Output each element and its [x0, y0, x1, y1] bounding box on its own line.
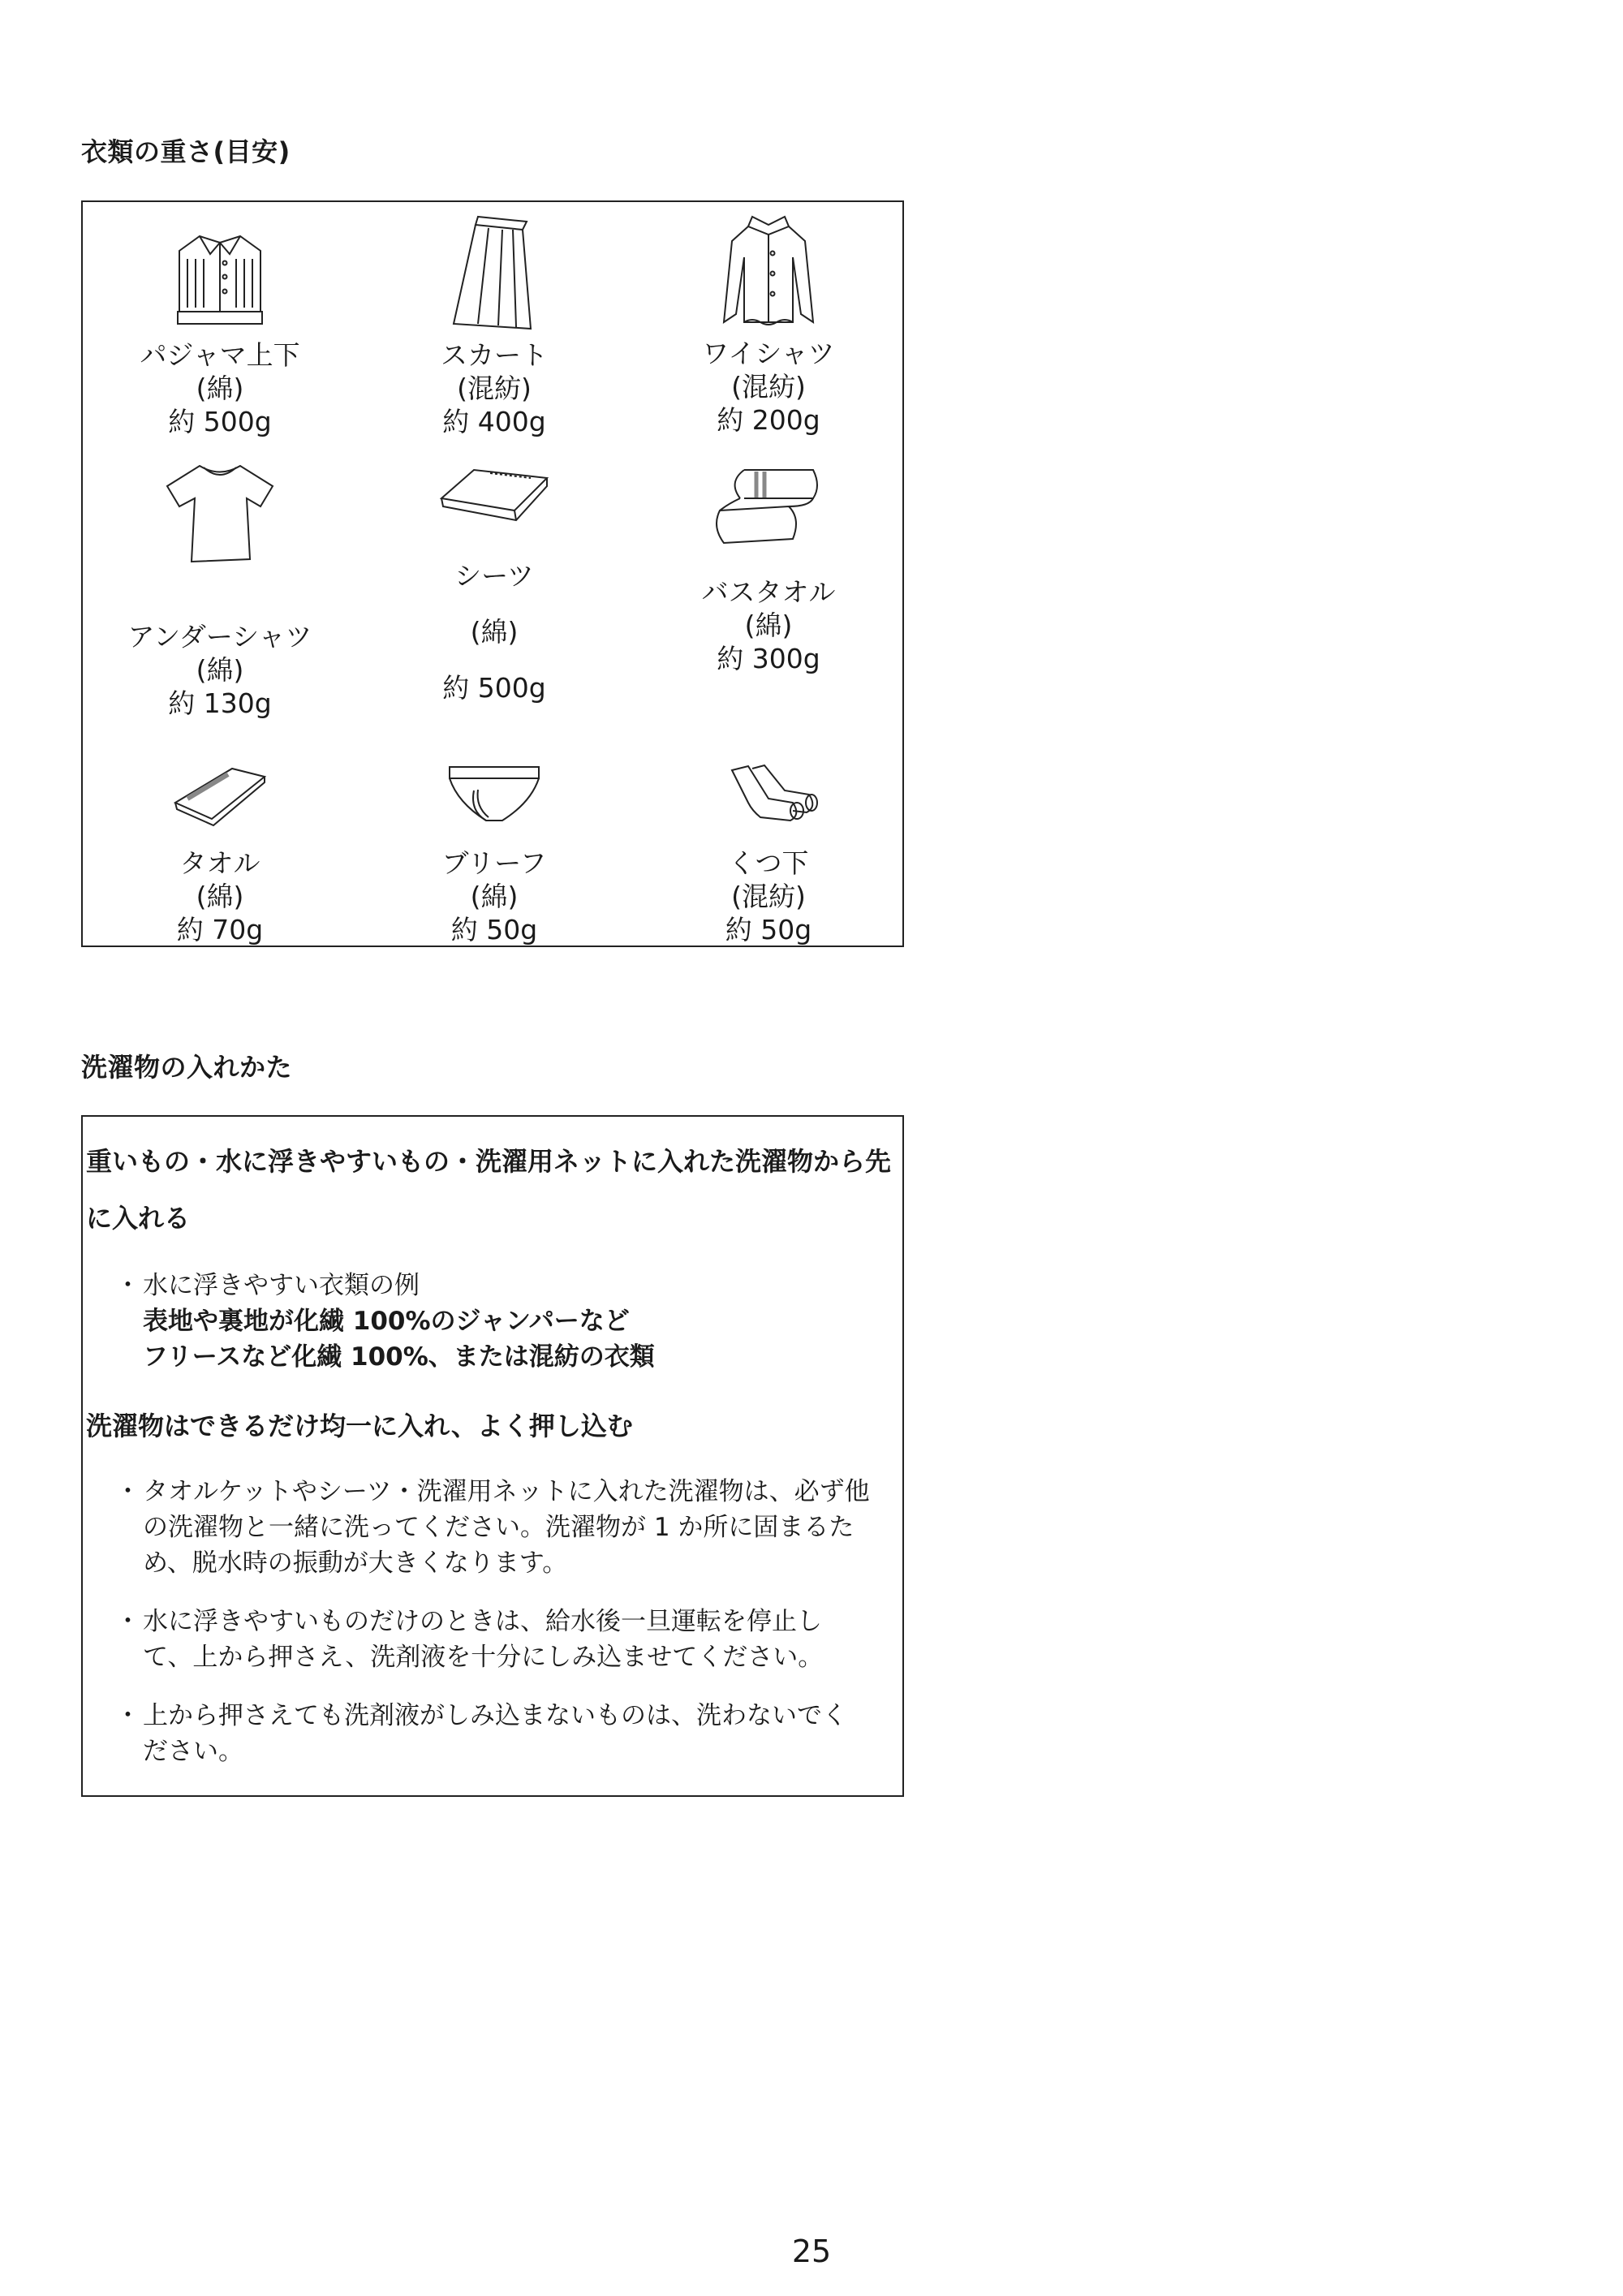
note-do-not-wash [115, 1698, 894, 1769]
garment-weight: 約 200g [717, 404, 820, 436]
towel-icon [167, 762, 273, 827]
sheet-icon [433, 462, 555, 535]
garment-cell-dress-shirt [631, 209, 906, 437]
undershirt-icon [159, 458, 281, 571]
garment-cell-towel [83, 762, 357, 946]
garment-material: (綿) [470, 881, 519, 912]
note-wash-with-others [115, 1474, 894, 1581]
bath-towel-icon [712, 462, 825, 551]
example-fleece: フリースなど化繊 100%、または混紡の衣類 [143, 1342, 655, 1372]
note-line: て、上から押さえ、洗剤液を十分にしみ込ませてください。 [143, 1643, 824, 1672]
garment-name: タオル [179, 847, 260, 879]
heading-heavy-items-first-cont: に入れる [86, 1203, 191, 1234]
garment-material: (綿) [744, 610, 793, 641]
garment-material: (混紡) [457, 373, 532, 404]
garment-material: (綿) [196, 881, 244, 912]
page-number: 25 [791, 2234, 832, 2269]
garment-cell-socks [631, 762, 906, 946]
garment-name: バスタオル [701, 576, 836, 608]
briefs-icon [441, 762, 547, 827]
garment-weight: 約 400g [442, 406, 546, 437]
garment-weight: 約 70g [176, 914, 264, 946]
garment-weight: 約 130g [168, 687, 272, 719]
garment-name: パジャマ上下 [140, 339, 300, 371]
garment-cell-pajamas [83, 226, 357, 438]
bullet-text: 水に浮きやすい衣類の例 [143, 1271, 420, 1300]
bullet-glyph: ・ [115, 1607, 140, 1636]
garment-cell-undershirt [83, 458, 357, 720]
pajamas-icon [163, 226, 277, 332]
heading-heavy-items-first: 重いもの・水に浮きやすいもの・洗濯用ネットに入れた洗濯物から先 [86, 1146, 892, 1177]
note-line: の洗濯物と一緒に洗ってください。洗濯物が 1 か所に固まるた [143, 1513, 855, 1542]
example-jumper: 表地や裏地が化繊 100%のジャンパーなど [143, 1307, 630, 1336]
garment-weight: 約 50g [725, 914, 812, 946]
garment-cell-bath-towel [631, 462, 906, 675]
bullet-glyph: ・ [115, 1477, 140, 1506]
skirt-icon [441, 210, 547, 332]
garment-name: ワイシャツ [702, 338, 835, 369]
heading-load-evenly: 洗濯物はできるだけ均一に入れ、よく押し込む [86, 1411, 633, 1441]
note-line: 上から押さえても洗剤液がしみ込まないものは、洗わないでく [143, 1701, 847, 1730]
garment-cell-briefs [357, 762, 631, 946]
note-line: ださい。 [143, 1737, 243, 1766]
note-floating-only [115, 1604, 894, 1675]
socks-icon [716, 762, 821, 827]
garment-material: (混紡) [731, 881, 806, 912]
garment-name: シーツ [454, 560, 534, 592]
garment-name: アンダーシャツ [127, 621, 312, 653]
garment-weight: 約 50g [450, 914, 538, 946]
garment-weight: 約 300g [717, 643, 820, 674]
garment-name: くつ下 [728, 847, 809, 879]
note-line: 水に浮きやすいものだけのときは、給水後一旦運転を停止し [143, 1607, 822, 1636]
garment-cell-sheet [357, 462, 631, 704]
note-line: め、脱水時の振動が大きくなります。 [143, 1549, 568, 1578]
garment-name: スカート [441, 339, 548, 371]
dress-shirt-icon [708, 209, 829, 330]
bullet-glyph: ・ [115, 1701, 140, 1730]
garment-cell-skirt [357, 210, 631, 438]
garment-weight: 約 500g [168, 406, 272, 437]
note-line: タオルケットやシーツ・洗濯用ネットに入れた洗濯物は、必ず他 [143, 1477, 870, 1506]
garment-weights-table [81, 200, 904, 947]
weights-section-title: 衣類の重さ(目安) [81, 136, 291, 167]
floating-clothes-examples [115, 1268, 894, 1375]
garment-material: (混紡) [731, 371, 806, 403]
loading-section-title: 洗濯物の入れかた [81, 1052, 293, 1083]
garment-name: ブリーフ [441, 847, 547, 879]
garment-material: (綿) [196, 654, 244, 686]
bullet-glyph: ・ [115, 1271, 140, 1300]
garment-material: (綿) [196, 373, 244, 404]
garment-material: (綿) [470, 616, 519, 648]
garment-weight: 約 500g [442, 672, 546, 704]
loading-instructions-box [81, 1115, 904, 1797]
